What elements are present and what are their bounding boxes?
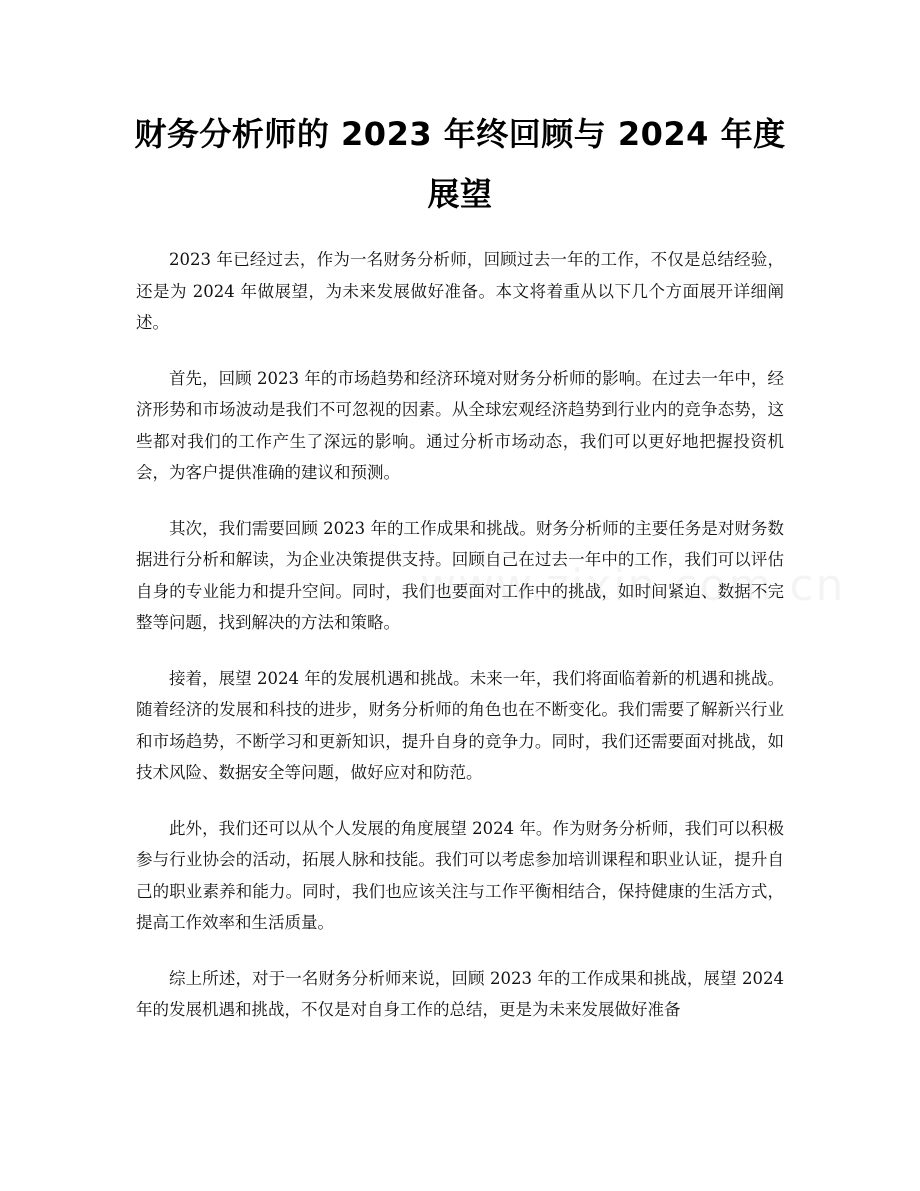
paragraph-personal-development: 此外，我们还可以从个人发展的角度展望 2024 年。作为财务分析师，我们可以积极参与行业协会的活动，拓展人脉和技能。我们可以考虑参加培训课程和职业认证，提升自己的职业素养和能力。同时，我们也应该关注与工作平衡相结合，保持健康的生活方式，提高工作效率和生活质量。 xyxy=(136,818,784,932)
paragraph-summary: 综上所述，对于一名财务分析师来说，回顾 2023 年的工作成果和挑战，展望 2024 年的发展机遇和挑战，不仅是对自身工作的总结，更是为未来发展做好准备 xyxy=(136,968,784,1019)
document-title: 财务分析师的 2023 年终回顾与 2024 年度展望 xyxy=(134,115,786,213)
paragraph-work-review: 其次，我们需要回顾 2023 年的工作成果和挑战。财务分析师的主要任务是对财务数据进行分析和解读，为企业决策提供支持。回顾自己在过去一年中的工作，我们可以评估自身的专业能力和提升空间。同时，我们也要面对工作中的挑战，如时间紧迫、数据不完整等问题，找到解决的方法和策略。 xyxy=(136,518,784,632)
document-body xyxy=(136,244,784,1050)
paragraph-market-review: 首先，回顾 2023 年的市场趋势和经济环境对财务分析师的影响。在过去一年中，经济形势和市场波动是我们不可忽视的因素。从全球宏观经济趋势到行业内的竞争态势，这些都对我们的工作产生了深远的影响。通过分析市场动态，我们可以更好地把握投资机会，为客户提供准确的建议和预测。 xyxy=(136,368,784,482)
paragraph-outlook: 接着，展望 2024 年的发展机遇和挑战。未来一年，我们将面临着新的机遇和挑战。随着经济的发展和科技的进步，财务分析师的角色也在不断变化。我们需要了解新兴行业和市场趋势，不断学习和更新知识，提升自身的竞争力。同时，我们还需要面对挑战，如技术风险、数据安全等问题，做好应对和防范。 xyxy=(136,668,784,782)
paragraph-intro: 2023 年已经过去，作为一名财务分析师，回顾过去一年的工作，不仅是总结经验，还是为 2024 年做展望，为未来发展做好准备。本文将着重从以下几个方面展开详细阐述。 xyxy=(136,250,784,332)
